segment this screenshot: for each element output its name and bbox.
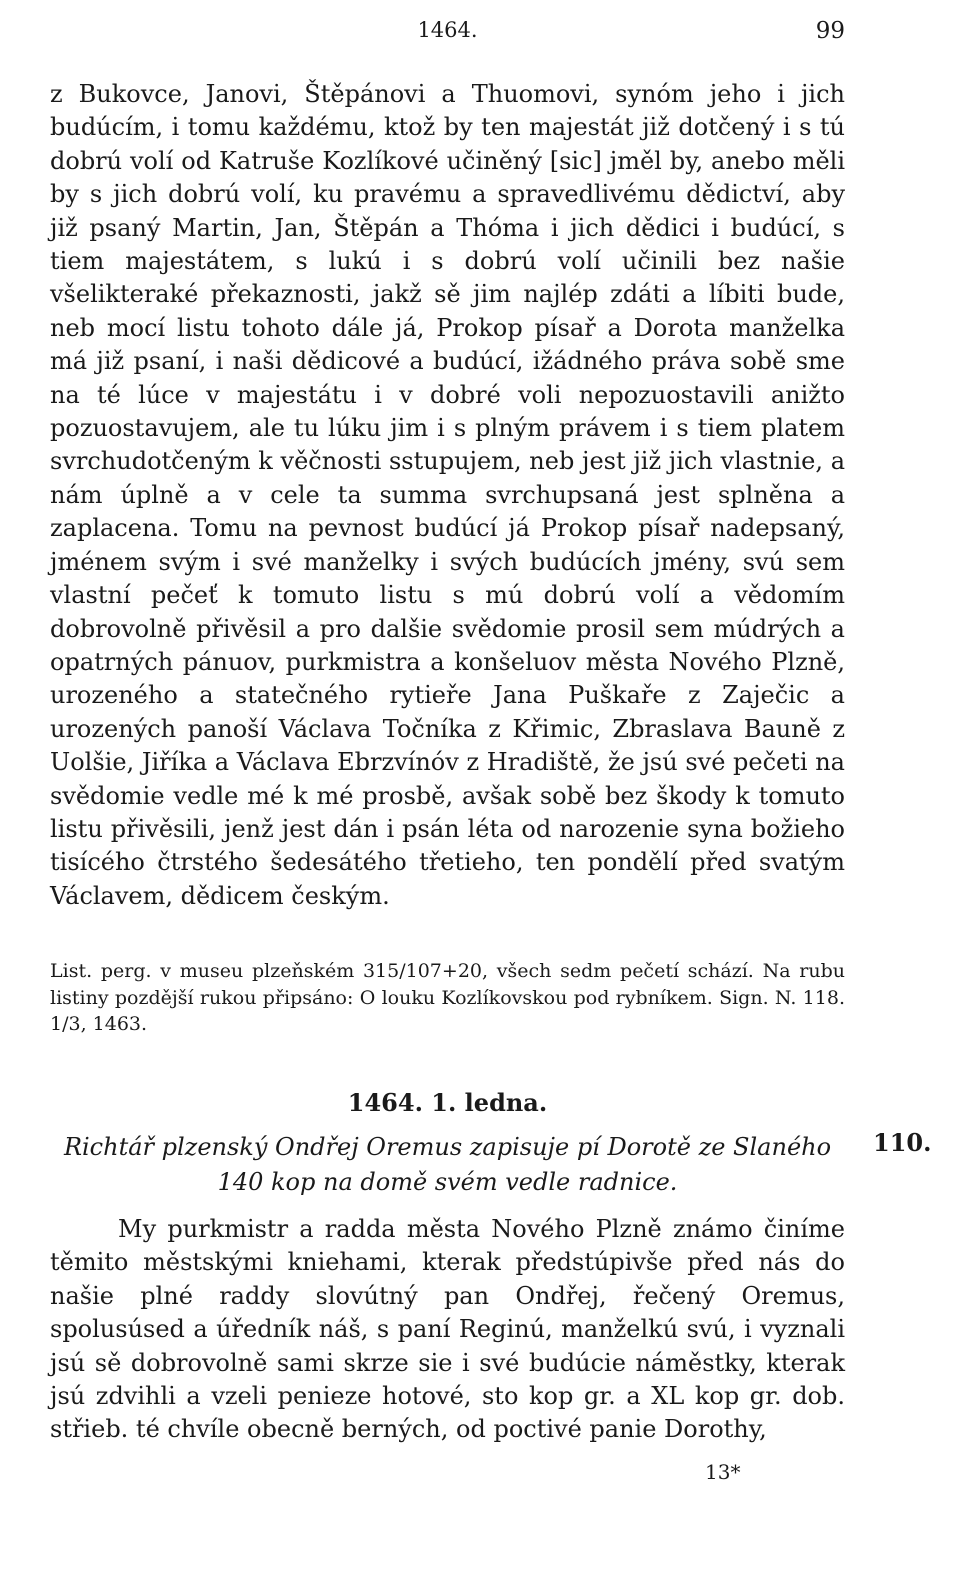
page-number: 99	[815, 18, 845, 44]
charter-text-paragraph: z Bukovce, Janovi, Štěpánovi a Thuomovi, synóm jeho i jich budúcím, i tomu každému, ktož by ten majestát již dotčený i s tú dobrú volí od Katruše Kozlíkové učiněný [sic] jměl by, anebo měli by s jich dobrú volí, ku pravému a spravedlivému dědictví, aby již psaný Martin, Jan, Štěpán a Thóma i jich dědici i budúcí, s tiem majestátem, s lukú i s dobrú volí učinili bez našie všelikteraké překaznosti, jakž sě jim najlép zdáti a líbiti bude, neb mocí listu tohoto dále já, Prokop písař a Dorota manželka má již psaní, i naši dědicové a budúcí, ižádného práva sobě sme na té lúce v majestátu i v dobré voli nepozuostavili anižto pozuostavujem, ale tu lúku jim i s plným právem i s tiem platem svrchudotčeným k věčnosti sstupujem, neb jest již jich vlastnie, a nám úplně a v cele ta summa svrchupsaná jest splněna a zaplacena. Tomu na pevnost budúcí já Prokop písař nadepsaný, jménem svým i své manželky i svých budúcích jmény, svú sem vlastní pečeť k tomuto listu s mú dobrú volí a vědomím dobrovolně přivěsil a pro dalšie svědomie prosil sem múdrých a opatrných pánuov, purkmistra a konšeluov města Nového Plzně, urozeného a statečného rytieře Jana Puškaře z Zaječic a urozených panoší Václava Točníka z Křimic, Zbraslava Bauně z Uolšie, Jiříka a Václava Ebrzvínóv z Hradiště, že jsú své pečeti na svědomie vedle mé k mé prosbě, avšak sobě bez škody k tomuto listu přivěsili, jenž jest dán i psán léta od narozenie syna božieho tisícého čtrstého šedesátého třetieho, ten pondělí před svatým Václavem, dědicem českým.	[50, 80, 845, 910]
entry-regest: Richtář plzenský Ondřej Oremus zapisuje pí Dorotě ze Slaného 140 kop na domě svém vedle radnice.	[63, 1133, 832, 1196]
page-header	[50, 18, 845, 52]
entry-date: 1464. 1. ledna.	[347, 1088, 548, 1117]
running-head-year: 1464.	[417, 18, 478, 42]
entry-text-paragraph	[50, 1213, 845, 1447]
archival-note: List. perg. v museu plzeňském 315/107+20, všech sedm pečetí schází. Na rubu listiny pozdější rukou připsáno: O louku Kozlíkovskou pod rybníkem. Sign. N. 118. 1/3, 1463.	[50, 960, 845, 1035]
entry-number: 110.	[873, 1128, 932, 1157]
signature-mark: 13*	[705, 1460, 741, 1484]
entry-text: My purkmistr a radda města Nového Plzně známo činíme těmito městskými kniehami, kterak předstúpivše před nás do našie plné raddy slovútný pan Ondřej, řečený Oremus, spolusúsed a úředník náš, s paní Reginú, manželkú svú, i vyznali jsú sě dobrovolně sami skrze sie i své budúcie náměstky, kterak jsú zdvihli a vzeli penieze hotové, sto kop gr. a XL kop gr. dob. střieb. té chvíle obecně berných, od poctivé panie Dorothy,	[50, 1215, 845, 1444]
